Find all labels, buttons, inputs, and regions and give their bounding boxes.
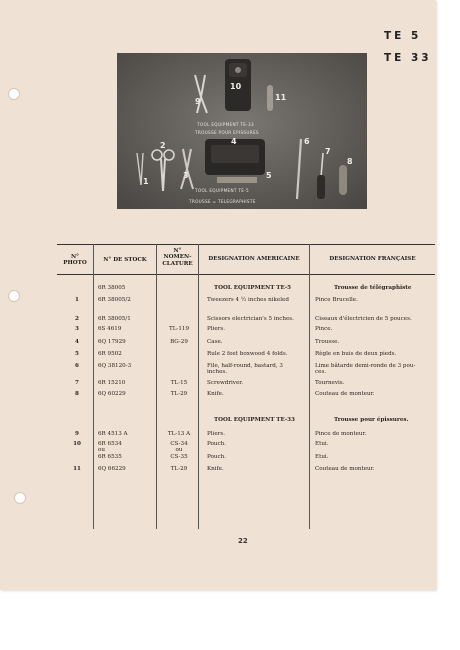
nomenclature-cell: TL-15 xyxy=(170,380,188,386)
photo-number-cell: 1 xyxy=(75,297,79,303)
photo-number-cell: 9 xyxy=(75,431,79,437)
designation-french-cell: Ciseaux d'électricien de 5 pouces. xyxy=(315,316,412,322)
punch-hole xyxy=(8,88,20,100)
header-nomenclature: N° NOMEN- CLATURE xyxy=(162,248,193,267)
punch-hole xyxy=(8,290,20,302)
table-top-rule xyxy=(57,244,435,245)
nomenclature-cell: TL-13 A xyxy=(167,431,191,437)
designation-american-cell: Knife. xyxy=(207,391,224,397)
designation-american-cell: Screwdriver. xyxy=(207,380,244,386)
photo-number: 5 xyxy=(266,171,272,180)
document-code-te5: TE 5 xyxy=(384,30,422,42)
photo-number: 6 xyxy=(304,137,310,146)
nomenclature-cell: CS-34 xyxy=(170,441,188,447)
nomenclature-cell: TL-119 xyxy=(168,326,189,332)
designation-french-cell: Etui. xyxy=(315,441,329,447)
section-title-american: TOOL EQUIPMENT TE-5 xyxy=(214,285,292,291)
designation-american-cell: Pouch. xyxy=(207,441,227,447)
table-header-rule xyxy=(57,274,435,275)
designation-american-cell: Case. xyxy=(207,339,223,345)
designation-french-cell: Couteau de monteur. xyxy=(315,466,375,472)
photo-number-cell: 11 xyxy=(73,466,81,472)
designation-american-cell: Pouch. xyxy=(207,453,227,460)
designation-american-cell: Scissors electrician's 5 inches. xyxy=(207,316,294,322)
photo-number: 9 xyxy=(195,97,201,106)
designation-french-cell: Pince de monteur. xyxy=(315,431,367,437)
photo-label-te5: TOOL EQUIPMENT TE-5 xyxy=(195,188,249,193)
designation-french-cell: Tournevis. xyxy=(315,380,345,386)
stock-number-cell: 6R 38005/1 xyxy=(98,316,131,322)
designation-american-cell: Rule 2 feet boxwood 4 folds. xyxy=(207,351,288,357)
photo-number: 3 xyxy=(183,171,189,180)
nomenclature-cell: ou xyxy=(175,447,183,454)
page-number: 22 xyxy=(238,537,248,545)
header-designation-francaise: DESIGNATION FRANÇAISE xyxy=(329,256,416,262)
designation-french-cell: Etui. xyxy=(315,453,329,460)
stock-number-cell: 6R 38005/2 xyxy=(98,297,131,303)
photo-number-cell: 10 xyxy=(73,441,81,447)
designation-american-cell: File, half-round, bastard, 3 xyxy=(207,363,283,369)
photo-label-te33: TOOL EQUIPMENT TE-33 xyxy=(197,122,254,127)
designation-american-cell: Knife. xyxy=(207,466,224,472)
header-photo: N° PHOTO xyxy=(63,254,87,267)
photo-number: 2 xyxy=(160,141,166,150)
photo-number-cell: 2 xyxy=(75,316,79,322)
column-divider xyxy=(198,244,199,529)
nomenclature-cell: BG-29 xyxy=(170,339,188,345)
stock-number-cell: 6S 4619 xyxy=(98,326,122,332)
column-divider xyxy=(309,244,310,529)
stock-number-cell: 6Q 66229 xyxy=(98,466,126,472)
stock-number-cell: 6R 4513 A xyxy=(98,431,128,437)
designation-french-cell: Trousse. xyxy=(315,339,340,345)
stock-number-cell: 6R 6535 xyxy=(98,453,122,460)
photo-number: 1 xyxy=(143,177,149,186)
nomenclature-cell: TL-29 xyxy=(170,466,188,472)
stock-number-cell: 6Q 60229 xyxy=(98,391,126,397)
photo-number-cell: 6 xyxy=(75,363,79,369)
tool-kit-photo xyxy=(117,53,367,209)
designation-american-cell: Pliers. xyxy=(207,431,225,437)
designation-american-cell: Pliers. xyxy=(207,326,225,332)
photo-number: 4 xyxy=(231,137,237,146)
document-code-te33: TE 33 xyxy=(384,52,432,64)
stock-number-cell: 6R 38005 xyxy=(98,285,126,291)
photo-number-cell: 5 xyxy=(75,351,79,357)
header-stock: N° DE STOCK xyxy=(103,257,147,263)
stock-number-cell: 6R 6534 xyxy=(98,441,122,447)
section-title-french: Trousse pour épissures. xyxy=(334,417,409,423)
photo-number: 10 xyxy=(230,82,242,91)
nomenclature-cell: CS-35 xyxy=(170,453,188,460)
punch-hole xyxy=(14,492,26,504)
designation-french-cell: Pince. xyxy=(315,326,333,332)
stock-number-cell: 6Q 38120-3 xyxy=(98,363,132,369)
photo-number-cell: 4 xyxy=(75,339,79,345)
designation-french-cell: Pince Brucelle. xyxy=(315,297,358,303)
stock-number-cell: 6Q 17929 xyxy=(98,339,126,345)
header-designation-americaine: DESIGNATION AMERICAINE xyxy=(208,256,300,262)
photo-number-cell: 7 xyxy=(75,380,79,386)
photo-number: 11 xyxy=(275,93,287,102)
designation-french-cell: Règle en buis de deux pieds. xyxy=(315,351,397,357)
photo-number: 7 xyxy=(325,147,331,156)
stock-number-cell: 6R 15210 xyxy=(98,380,126,386)
stock-number-cell: 6R 9502 xyxy=(98,351,122,357)
photo-label-te33-fr: TROUSSE POUR EPISSURES xyxy=(195,130,259,135)
designation-french-cell: ces. xyxy=(315,369,327,376)
designation-american-cell: inches. xyxy=(207,369,228,376)
section-title-french: Trousse de télégraphiste xyxy=(334,285,412,291)
nomenclature-cell: TL-29 xyxy=(170,391,188,397)
designation-american-cell: Tweezers 4 ½ inches nikeled xyxy=(207,297,289,303)
stock-number-cell: ou xyxy=(98,447,105,454)
photo-number-cell: 3 xyxy=(75,326,79,332)
designation-french-cell: Lime bâtarde demi-ronde de 3 pou- xyxy=(315,363,416,369)
column-divider xyxy=(93,244,94,529)
section-title-american: TOOL EQUIPMENT TE-33 xyxy=(214,417,295,423)
column-divider xyxy=(156,244,157,529)
photo-number-cell: 8 xyxy=(75,391,79,397)
designation-french-cell: Couteau de monteur. xyxy=(315,391,375,397)
photo-label-te5-fr: TROUSSE = TELEGRAPHISTE xyxy=(189,199,256,204)
photo-number: 8 xyxy=(347,157,353,166)
